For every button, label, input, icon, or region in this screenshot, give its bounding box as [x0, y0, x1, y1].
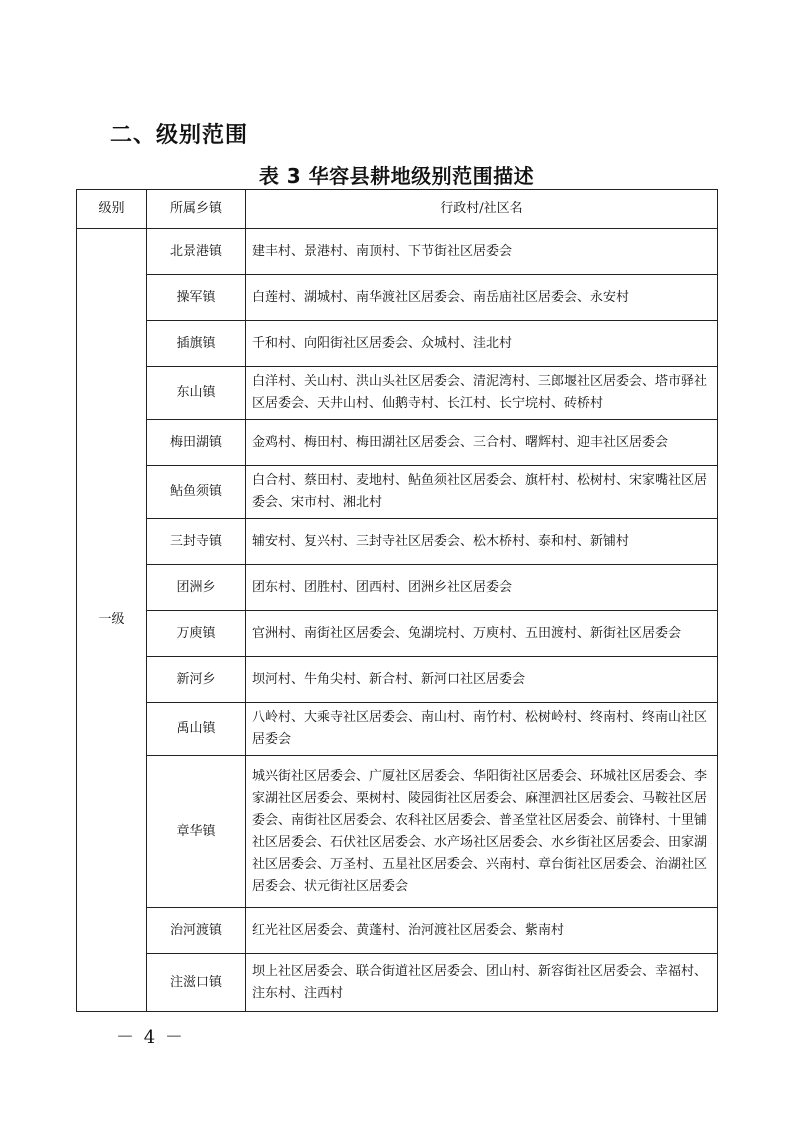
villages-cell: 红光社区居委会、黄蓬村、治河渡社区居委会、紫南村	[246, 908, 718, 954]
villages-cell: 坝上社区居委会、联合街道社区居委会、团山村、新容街社区居委会、幸福村、注东村、注西村	[246, 954, 718, 1012]
page-number: － 4 －	[116, 1027, 185, 1048]
villages-cell: 白洋村、关山村、洪山头社区居委会、清泥湾村、三郎堰社区居委会、塔市驿社区居委会、天井山村、仙鹅寺村、长江村、长宁垸村、砖桥村	[246, 367, 718, 420]
header-town: 所属乡镇	[147, 190, 246, 229]
section-heading: 二、级别范围	[110, 123, 249, 148]
table-row	[77, 420, 718, 466]
table-row	[77, 466, 718, 519]
header-villages: 行政村/社区名	[246, 190, 718, 229]
town-cell: 北景港镇	[147, 229, 246, 275]
table-row	[77, 611, 718, 657]
table-row	[77, 367, 718, 420]
land-grade-table	[76, 189, 718, 1012]
table-row	[77, 657, 718, 703]
table-row	[77, 275, 718, 321]
table-header	[77, 190, 718, 229]
town-cell: 禹山镇	[147, 703, 246, 756]
table-row	[77, 756, 718, 908]
villages-cell: 建丰村、景港村、南顶村、下节街社区居委会	[246, 229, 718, 275]
table-body	[77, 229, 718, 1012]
villages-cell: 辅安村、复兴村、三封寺社区居委会、松木桥村、泰和村、新铺村	[246, 519, 718, 565]
villages-cell: 白莲村、湖城村、南华渡社区居委会、南岳庙社区居委会、永安村	[246, 275, 718, 321]
table-row	[77, 229, 718, 275]
table-row	[77, 703, 718, 756]
town-cell: 鲇鱼须镇	[147, 466, 246, 519]
table-row	[77, 954, 718, 1012]
town-cell: 注滋口镇	[147, 954, 246, 1012]
villages-cell: 八岭村、大乘寺社区居委会、南山村、南竹村、松树岭村、终南村、终南山社区居委会	[246, 703, 718, 756]
town-cell: 操军镇	[147, 275, 246, 321]
town-cell: 插旗镇	[147, 321, 246, 367]
header-level: 级别	[77, 190, 147, 229]
town-cell: 东山镇	[147, 367, 246, 420]
villages-cell: 团东村、团胜村、团西村、团洲乡社区居委会	[246, 565, 718, 611]
table-row	[77, 908, 718, 954]
town-cell: 团洲乡	[147, 565, 246, 611]
level-cell: 一级	[77, 229, 147, 1012]
town-cell: 三封寺镇	[147, 519, 246, 565]
town-cell: 治河渡镇	[147, 908, 246, 954]
table-row	[77, 519, 718, 565]
villages-cell: 金鸡村、梅田村、梅田湖社区居委会、三合村、曙辉村、迎丰社区居委会	[246, 420, 718, 466]
villages-cell: 千和村、向阳街社区居委会、众城村、洼北村	[246, 321, 718, 367]
town-cell: 梅田湖镇	[147, 420, 246, 466]
town-cell: 章华镇	[147, 756, 246, 908]
town-cell: 万庾镇	[147, 611, 246, 657]
town-cell: 新河乡	[147, 657, 246, 703]
villages-cell: 城兴街社区居委会、广厦社区居委会、华阳街社区居委会、环城社区居委会、李家湖社区居委会、栗树村、陵园街社区居委会、麻浬泗社区居委会、马鞍社区居委会、南街社区居委会、农科社区居委会、普圣堂社区居委会、前锋村、十里铺社区居委会、石伏社区居委会、水产场社区居委会、水乡街社区居委会、田家湖社区居委会、万圣村、五星社区居委会、兴南村、章台街社区居委会、治湖社区居委会、状元街社区居委会	[246, 756, 718, 908]
villages-cell: 坝河村、牛角尖村、新合村、新河口社区居委会	[246, 657, 718, 703]
villages-cell: 白合村、蔡田村、麦地村、鲇鱼须社区居委会、旗杆村、松树村、宋家嘴社区居委会、宋市村、湘北村	[246, 466, 718, 519]
villages-cell: 官洲村、南街社区居委会、兔湖垸村、万庾村、五田渡村、新街社区居委会	[246, 611, 718, 657]
table-row	[77, 321, 718, 367]
table-row	[77, 565, 718, 611]
table-title: 表 3 华容县耕地级别范围描述	[258, 164, 535, 188]
